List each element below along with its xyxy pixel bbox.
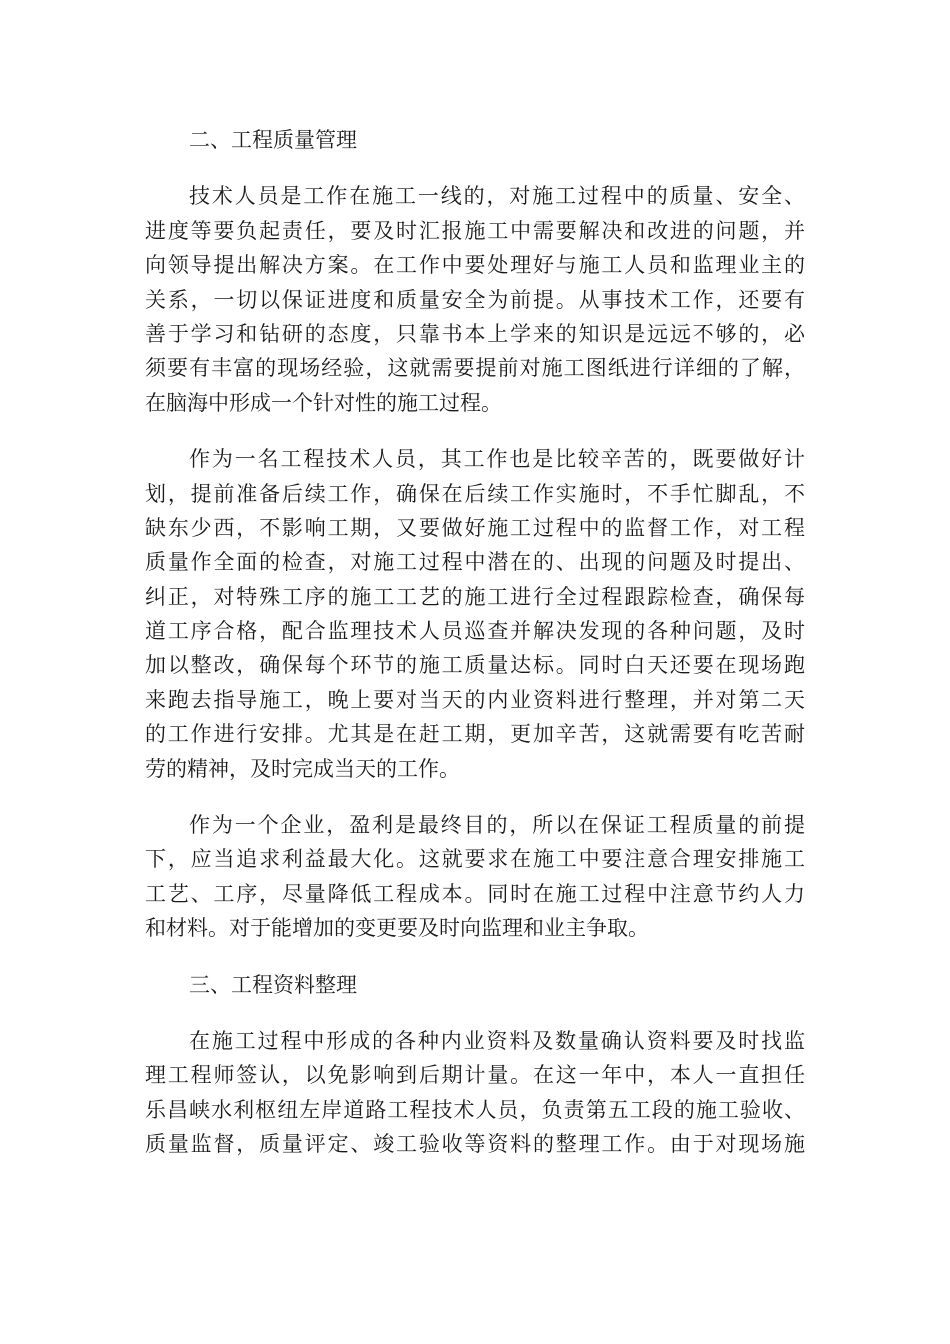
paragraph-line: 进度等要负起责任，要及时汇报施工中需要解决和改进的问题，并 bbox=[145, 218, 805, 243]
paragraph-line: 须要有丰富的现场经验，这就需要提前对施工图纸进行详细的了解， bbox=[145, 356, 805, 381]
document-body bbox=[145, 123, 805, 1184]
paragraph-line: 纠正，对特殊工序的施工工艺的施工进行全过程跟踪检查，确保每 bbox=[145, 584, 805, 609]
section-heading-documentation bbox=[145, 968, 805, 1002]
paragraph-technical-staff-responsibility bbox=[145, 179, 805, 420]
paragraph-line: 作为一名工程技术人员，其工作也是比较辛苦的，既要做好计 bbox=[189, 447, 805, 472]
paragraph-line: 缺东少西，不影响工期，又要做好施工过程中的监督工作，对工程 bbox=[145, 515, 805, 540]
paragraph-line: 理工程师签认，以免影响到后期计量。在这一年中，本人一直担任 bbox=[145, 1063, 805, 1088]
heading-text: 三、工程资料整理 bbox=[189, 972, 357, 997]
paragraph-line: 劳的精神，及时完成当天的工作。 bbox=[145, 756, 460, 781]
paragraph-line: 划，提前准备后续工作，确保在后续工作实施时，不手忙脚乱，不 bbox=[145, 481, 805, 506]
paragraph-engineer-workload bbox=[145, 442, 805, 786]
paragraph-line: 作为一个企业，盈利是最终目的，所以在保证工程质量的前提 bbox=[189, 813, 805, 838]
paragraph-line: 和材料。对于能增加的变更要及时向监理和业主争取。 bbox=[145, 916, 649, 941]
section-heading-quality-management bbox=[145, 123, 805, 157]
paragraph-documentation-details bbox=[145, 1024, 805, 1162]
paragraph-line: 向领导提出解决方案。在工作中要处理好与施工人员和监理业主的 bbox=[145, 253, 805, 278]
paragraph-line: 的工作进行安排。尤其是在赶工期，更加辛苦，这就需要有吃苦耐 bbox=[145, 722, 805, 747]
paragraph-line: 质量作全面的检查，对施工过程中潜在的、出现的问题及时提出、 bbox=[145, 550, 805, 575]
paragraph-line: 工艺、工序，尽量降低工程成本。同时在施工过程中注意节约人力 bbox=[145, 881, 805, 906]
paragraph-line: 加以整改，确保每个环节的施工质量达标。同时白天还要在现场跑 bbox=[145, 653, 805, 678]
paragraph-line: 乐昌峡水利枢纽左岸道路工程技术人员，负责第五工段的施工验收、 bbox=[145, 1097, 805, 1122]
paragraph-line: 在脑海中形成一个针对性的施工过程。 bbox=[145, 390, 502, 415]
paragraph-line: 善于学习和钻研的态度，只靠书本上学来的知识是远远不够的，必 bbox=[145, 321, 805, 346]
heading-text: 二、工程质量管理 bbox=[189, 128, 357, 152]
paragraph-line: 关系，一切以保证进度和质量安全为前提。从事技术工作，还要有 bbox=[145, 287, 805, 312]
paragraph-line: 道工序合格，配合监理技术人员巡查并解决发现的各种问题，及时 bbox=[145, 619, 805, 644]
paragraph-line: 技术人员是工作在施工一线的，对施工过程中的质量、安全、 bbox=[189, 184, 805, 209]
paragraph-line: 来跑去指导施工，晚上要对当天的内业资料进行整理，并对第二天 bbox=[145, 687, 805, 712]
paragraph-line: 质量监督，质量评定、竣工验收等资料的整理工作。由于对现场施 bbox=[145, 1132, 805, 1157]
paragraph-profit-maximization bbox=[145, 808, 805, 946]
paragraph-line: 下，应当追求利益最大化。这就要求在施工中要注意合理安排施工 bbox=[145, 847, 805, 872]
paragraph-line: 在施工过程中形成的各种内业资料及数量确认资料要及时找监 bbox=[189, 1028, 805, 1053]
